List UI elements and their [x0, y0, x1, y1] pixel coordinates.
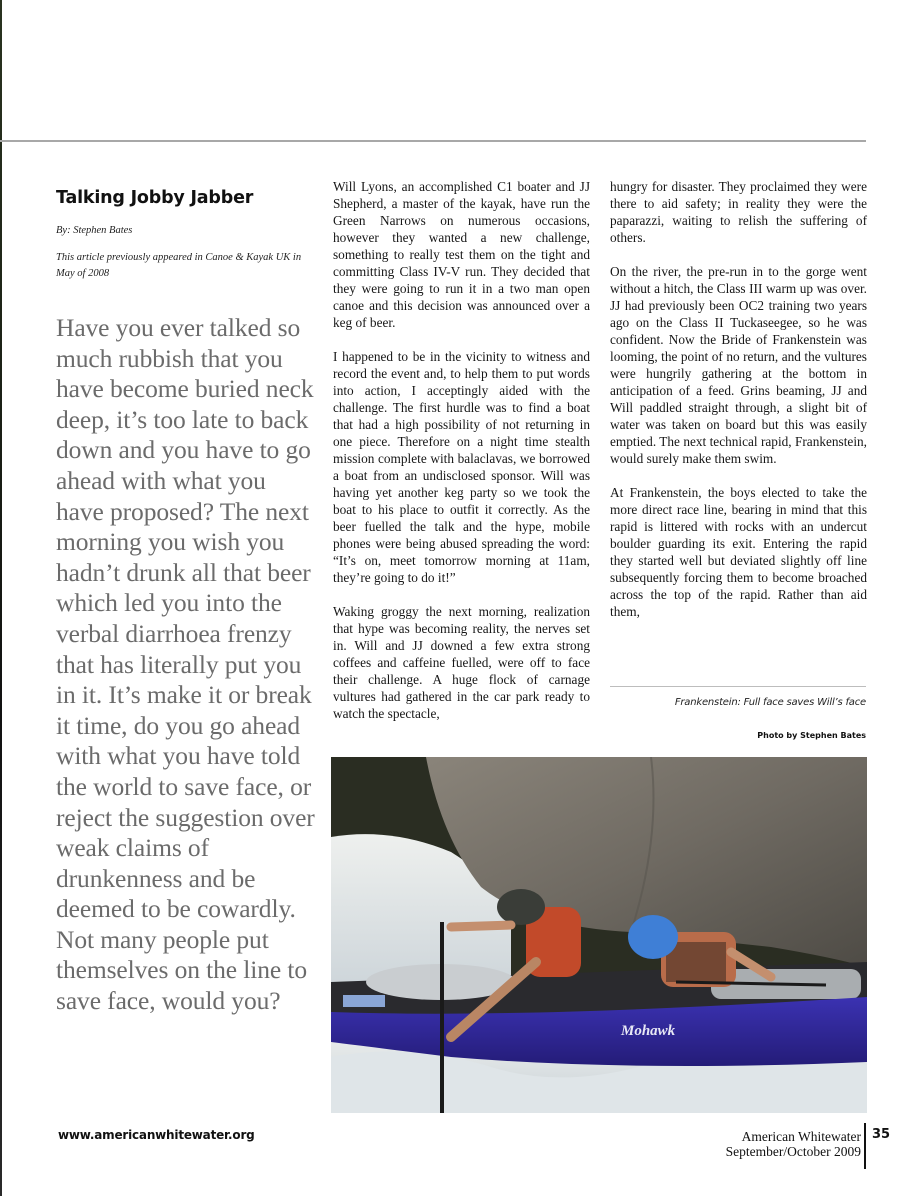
- byline: By: Stephen Bates: [56, 225, 133, 236]
- photo-caption: Frankenstein: Full face saves Will’s face: [674, 697, 866, 708]
- caption-rule: [610, 686, 866, 687]
- article-title: Talking Jobby Jabber: [56, 188, 254, 208]
- page-number: 35: [872, 1127, 891, 1142]
- pull-quote: Have you ever talked so much rubbish that you have become buried neck deep, it’s too late to back down and you have to go ahead with what you have proposed? The next morning you wish you hadn’t drunk all that beer which led you into the verbal diarrhoea frenzy that has literally put you in it. It’s make it or break it time, do you go ahead with what you have told the world to save face, or reject the suggestion over weak claims of drunkenness and be deemed to be cowardly. Not many people put themselves on the line to save face, would you?: [56, 313, 315, 1016]
- paragraph: I happened to be in the vicinity to witness and record the event and, to help them to put words into action, I acceptingly aided with the challenge. The first hurdle was to find a boat that had a high possibility of not returning in one piece. Therefore on a night time stealth mission complete with balaclavas, we borrowed a boat from an undisclosed sponsor. Will was having yet another keg party so we took the boat to his place to outfit it correctly. As the beer fuelled the talk and the hype, mobile phones were being abused spreading the word: “It’s on, meet tomorrow morning at 11am, they’re going to do it!”: [333, 349, 590, 585]
- blue-helmet-icon: [628, 915, 678, 959]
- footer-website-link[interactable]: www.americanwhitewater.org: [58, 1128, 255, 1142]
- magazine-name: American Whitewater: [741, 1129, 861, 1144]
- canoe-brand-label: Mohawk: [621, 1023, 676, 1039]
- canoe-photo: [331, 757, 867, 1113]
- paragraph: On the river, the pre-run in to the gorge went without a hitch, the Class III warm up was over. JJ had previously been OC2 training two years ago on the Class II Tuckaseegee, so he was confident. Now the Bride of Frankenstein was looming, the point of no return, and the vultures were hungrily gathering at the bottom in anticipation of a feed. Grins beaming, JJ and Will paddled straight through, a slight bit of water was taken on board but this was easily emptied. The next technical rapid, Frankenstein, would surely make them swim.: [610, 264, 867, 466]
- issue-date: September/October 2009: [725, 1144, 861, 1159]
- article-header: [56, 186, 316, 282]
- paragraph: hungry for disaster. They proclaimed they were there to aid safety; in reality they were the paparazzi, waiting to relish the suffering of others.: [610, 179, 867, 245]
- photo-credit: Photo by Stephen Bates: [757, 731, 866, 740]
- body-column-right: [610, 178, 867, 620]
- previously-appeared-note: This article previously appeared in Canoe & Kayak UK in May of 2008: [56, 252, 302, 279]
- paragraph: Will Lyons, an accomplished C1 boater and JJ Shepherd, a master of the kayak, have run the Green Narrows on numerous occasions, however they wanted a new challenge, something to really test them on the tight and committing Class IV-V run. They decided that they were going to run it in a two man open canoe and this decision was announced over a keg of beer.: [333, 179, 590, 330]
- header-rule: [0, 140, 866, 142]
- page-edge: [0, 0, 2, 1196]
- paragraph: At Frankenstein, the boys elected to take the more direct race line, bearing in mind that this rapid is littered with rocks with an undercut boulder guarding its exit. Entering the rapid they started well but deviated slightly off line subsequently forcing them to become broached across the top of the rapid. Rather than aid them,: [610, 485, 867, 619]
- footer-publication-info: [726, 1129, 861, 1159]
- canoe-photo-illustration: [331, 757, 867, 1113]
- body-column-middle: [333, 178, 590, 722]
- paddle-shaft: [440, 922, 444, 1113]
- footer-divider: [864, 1123, 866, 1169]
- paragraph: Waking groggy the next morning, realization that hype was becoming reality, the nerves set in. Will and JJ downed a few extra strong coffees and caffeine fuelled, were off to face their challenge. A huge flock of carnage vultures had gathered in the car park ready to watch the spectacle,: [333, 604, 590, 721]
- black-helmet-icon: [497, 889, 545, 925]
